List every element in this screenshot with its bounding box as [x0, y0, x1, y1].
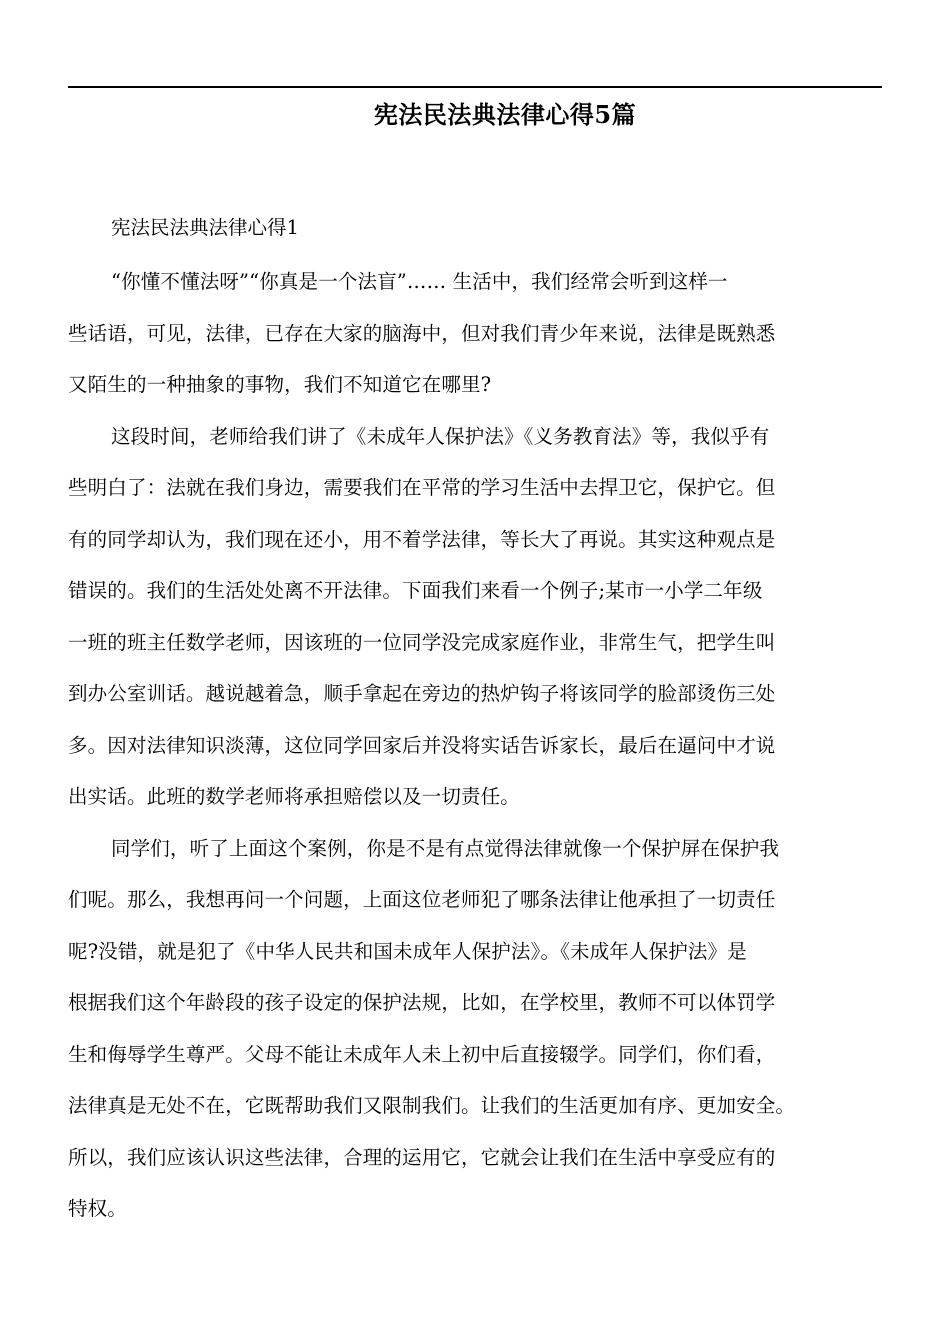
paragraph-line: 些话语，可见，法律，已存在大家的脑海中，但对我们青少年来说，法律是既熟悉 [68, 321, 776, 345]
paragraph-line: 这段时间，老师给我们讲了《未成年人保护法》《义务教育法》等，我似乎有 [111, 424, 770, 448]
paragraph-line: 特权。 [68, 1197, 127, 1220]
paragraph-line: 所以，我们应该认识这些法律，合理的运用它，它就会让我们在生活中享受应有的 [68, 1145, 776, 1169]
paragraph-line: 们呢。那么，我想再问一个问题，上面这位老师犯了哪条法律让他承担了一切责任 [68, 888, 776, 911]
paragraph-line: 生和侮辱学生尊严。父母不能让未成年人未上初中后直接辍学。同学们，你们看， [68, 1042, 776, 1066]
paragraph-line: 到办公室训话。越说越着急，顺手拿起在旁边的热炉钩子将该同学的脸部烫伤三处 [68, 682, 776, 705]
paragraph-2 [68, 411, 886, 823]
paragraph-line: 一班的班主任数学老师，因该班的一位同学没完成家庭作业，非常生气，把学生叫 [68, 630, 776, 654]
paragraph-line: 出实话。此班的数学老师将承担赔偿以及一切责任。 [68, 785, 520, 808]
paragraph-3 [68, 823, 886, 1235]
paragraph-line: 呢?没错，就是犯了《中华人民共和国未成年人保护法》。《未成年人保护法》是 [68, 939, 747, 963]
paragraph-line: 些明白了：法就在我们身边，需要我们在平常的学习生活中去捍卫它，保护它。但 [68, 476, 776, 499]
header-rule [68, 86, 882, 88]
paragraph-line: 根据我们这个年龄段的孩子设定的保护法规，比如，在学校里，教师不可以体罚学 [68, 991, 776, 1014]
paragraph-line: 又陌生的一种抽象的事物，我们不知道它在哪里? [68, 373, 492, 396]
section-heading: 宪法民法典法律心得1 [111, 216, 299, 239]
paragraph-line: 法律真是无处不在，它既帮助我们又限制我们。让我们的生活更加有序、更加安全。 [68, 1094, 796, 1117]
paragraph-line: 有的同学却认为，我们现在还小，用不着学法律，等长大了再说。其实这种观点是 [68, 527, 776, 551]
paragraph-line: “你懂不懂法呀”“你真是一个法盲”…… 生活中，我们经常会听到这样一 [111, 270, 728, 293]
document-title: 宪法民法典法律心得5篇 [373, 100, 637, 129]
paragraph-line: 同学们，听了上面这个案例，你是不是有点觉得法律就像一个保护屏在保护我 [111, 836, 780, 860]
paragraph-1 [68, 256, 886, 411]
paragraph-line: 错误的。我们的生活处处离不开法律。下面我们来看一个例子;某市一小学二年级 [68, 579, 763, 602]
document-body [68, 208, 886, 1235]
paragraph-line: 多。因对法律知识淡薄，这位同学回家后并没将实话告诉家长，最后在逼问中才说 [68, 733, 776, 757]
